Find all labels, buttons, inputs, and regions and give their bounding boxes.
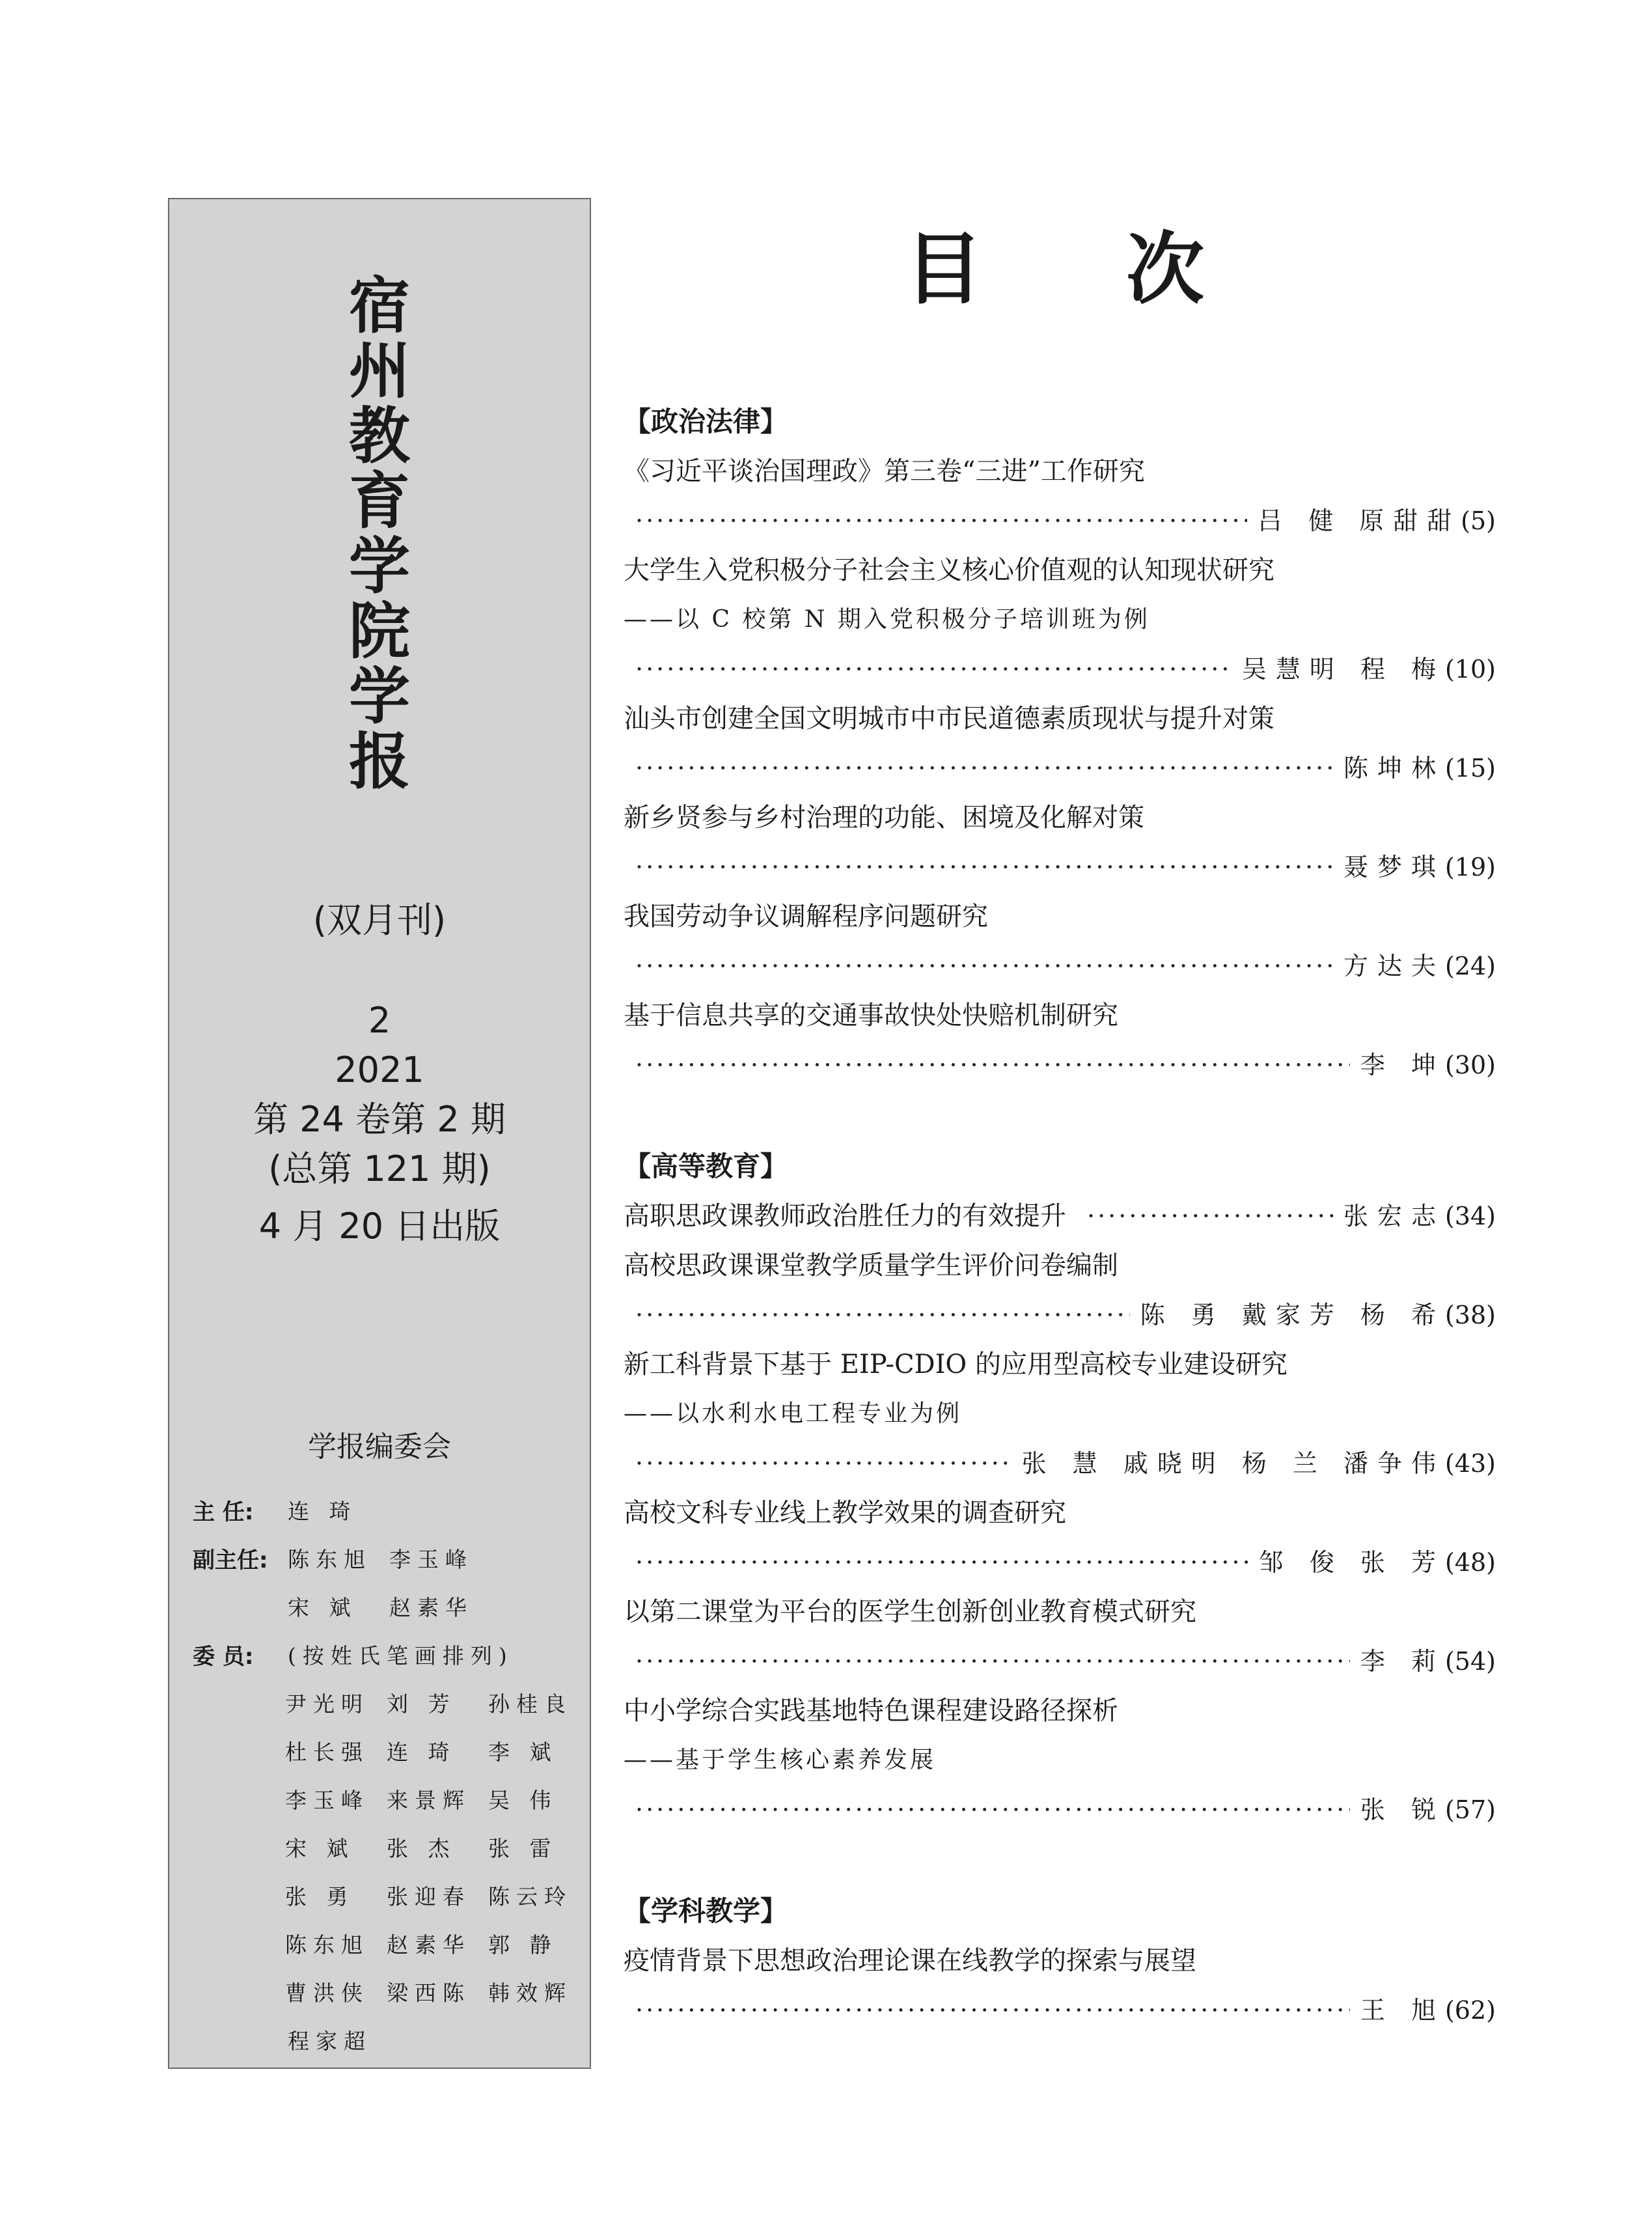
toc-entry[interactable] [624, 1191, 1496, 1241]
leader-dots [635, 1637, 1350, 1686]
board-row [169, 1871, 590, 1919]
board-names [285, 1832, 590, 1862]
article-title: 新工科背景下基于 EIP-CDIO 的应用型高校专业建设研究 [624, 1350, 1287, 1379]
journal-title-char: 学 [348, 531, 410, 602]
toc-entry-line [624, 1637, 1496, 1686]
journal-title-char: 宿 [348, 271, 410, 342]
toc-entry-line [624, 1191, 1496, 1241]
article-title: 高职思政课教师政治胜任力的有效提升 [624, 1201, 1066, 1231]
leader-dots [635, 1986, 1350, 2035]
leader-dots [1087, 1191, 1333, 1241]
article-page: (19) [1444, 853, 1496, 881]
leader-dots [635, 842, 1333, 892]
article-title: 大学生入党积极分子社会主义核心价值观的认知现状研究 [624, 555, 1274, 585]
board-member-name: 张 杰 [387, 1835, 456, 1861]
board-names [288, 2025, 389, 2055]
article-authors: 方达夫 [1343, 952, 1445, 980]
toc-entry-line [624, 496, 1496, 546]
article-page: (10) [1444, 655, 1496, 684]
journal-title-char: 育 [348, 466, 410, 537]
article-title: 新乡贤参与乡村治理的功能、困境及化解对策 [624, 803, 1144, 833]
article-title: 基于信息共享的交通事故快处快赔机制研究 [624, 1001, 1118, 1031]
article-authors: 张宏志 [1343, 1202, 1445, 1230]
article-authors: 王 旭 [1360, 1996, 1445, 2025]
board-names [288, 1639, 514, 1670]
board-member-name: 吴 伟 [488, 1787, 558, 1813]
article-title: 《习近平谈治国理政》第三卷“三进”工作研究 [624, 456, 1145, 486]
board-member-name: 张 勇 [285, 1883, 355, 1909]
board-names [288, 1591, 491, 1622]
toc-entry-line [624, 1290, 1496, 1340]
board-member-name: 尹光明 [285, 1691, 369, 1717]
board-row [169, 1726, 590, 1775]
article-title: 中小学综合实践基地特色课程建设路径探析 [624, 1696, 1118, 1726]
board-member-name: 曹洪侠 [285, 1980, 369, 2006]
board-member-name: 来景辉 [387, 1787, 471, 1813]
board-names [288, 1495, 389, 1525]
board-member-name: 孙桂良 [488, 1691, 572, 1717]
board-note: (按姓氏笔画排列) [288, 1642, 514, 1668]
article-authors: 李 坤 [1360, 1051, 1445, 1079]
toc-entry[interactable] [624, 1686, 1496, 1834]
board-member-name: 杜长强 [285, 1739, 369, 1765]
toc-section [624, 1142, 1496, 1834]
board-member-name: 李 斌 [488, 1739, 558, 1765]
board-member-name: 连 琦 [288, 1498, 357, 1524]
article-title: 我国劳动争议调解程序问题研究 [624, 902, 988, 932]
article-page: (54) [1444, 1647, 1496, 1676]
editorial-board-title: 学报编委会 [308, 1430, 451, 1463]
board-names [285, 1928, 590, 1959]
section-title: 【政治法律】 [624, 406, 788, 437]
journal-title [169, 271, 590, 797]
toc-entry-line [624, 842, 1496, 892]
board-row [169, 1630, 590, 1678]
journal-title-char: 教 [348, 401, 410, 472]
total-issue: (总第 121 期) [268, 1148, 491, 1189]
leader-dots [635, 743, 1333, 793]
article-page: (34) [1444, 1202, 1496, 1230]
board-row [169, 1823, 590, 1871]
toc-entry-line [624, 1986, 1496, 2035]
publish-date: 4 月 20 日出版 [258, 1206, 501, 1247]
journal-info-panel [168, 198, 591, 2069]
board-names [285, 1784, 590, 1814]
article-subtitle: ——基于学生核心素养发展 [624, 1747, 937, 1773]
board-member-name: 李玉峰 [285, 1787, 369, 1813]
board-names [285, 1880, 590, 1911]
board-role: 委 员: [193, 1643, 254, 1670]
toc-entry-line [624, 1538, 1496, 1587]
article-authors: 聂梦琪 [1343, 853, 1445, 881]
board-names [288, 1543, 491, 1573]
leader-dots [635, 1538, 1248, 1587]
board-member-name: 张迎春 [387, 1883, 471, 1909]
board-member-name: 陈东旭 [285, 1931, 369, 1958]
article-authors: 吕 健 原甜甜 [1258, 506, 1461, 535]
board-row [169, 1775, 590, 1823]
volume-issue: 第 24 卷第 2 期 [253, 1099, 506, 1140]
leader-dots [635, 1439, 1012, 1488]
board-row [169, 1486, 590, 1534]
board-member-name: 宋 斌 [285, 1835, 355, 1861]
article-page: (62) [1444, 1996, 1496, 2025]
board-member-name: 张 雷 [488, 1835, 558, 1861]
section-title: 【学科教学】 [624, 1895, 788, 1927]
toc-heading: 目次 [905, 223, 1347, 315]
board-member-name: 陈东旭 [288, 1546, 372, 1572]
board-names [285, 1687, 590, 1718]
article-page: (48) [1444, 1548, 1496, 1577]
issue-number: 2 [368, 1000, 391, 1041]
board-role: 副主任: [193, 1547, 268, 1573]
article-authors: 邹 俊 张 芳 [1258, 1548, 1445, 1577]
toc-entry[interactable] [624, 991, 1496, 1090]
board-member-name: 梁西陈 [387, 1980, 471, 2006]
article-title: 高校思政课课堂教学质量学生评价问卷编制 [624, 1251, 1118, 1281]
article-title: 以第二课堂为平台的医学生创新创业教育模式研究 [624, 1597, 1196, 1627]
publication-year: 2021 [335, 1049, 424, 1090]
leader-dots [635, 1040, 1350, 1090]
article-page: (5) [1461, 506, 1496, 535]
toc-entry-line [624, 1439, 1496, 1488]
toc-entry[interactable] [624, 546, 1496, 694]
article-page: (24) [1444, 952, 1496, 980]
toc-entry[interactable] [624, 1241, 1496, 1340]
leader-dots [635, 1785, 1350, 1834]
article-authors: 李 莉 [1360, 1647, 1445, 1676]
journal-title-char: 报 [348, 727, 410, 797]
board-member-name: 宋 斌 [288, 1594, 357, 1620]
board-role: 主 任: [193, 1499, 254, 1525]
article-page: (43) [1444, 1449, 1496, 1478]
toc-entry-line [624, 941, 1496, 991]
toc-entry[interactable] [624, 447, 1496, 546]
article-authors: 吴慧明 程 梅 [1241, 655, 1445, 684]
board-row [169, 1919, 590, 1967]
board-member-name: 赵素华 [387, 1931, 471, 1958]
board-member-name: 李玉峰 [389, 1546, 473, 1572]
article-authors: 陈 勇 戴家芳 杨 希 [1140, 1301, 1445, 1329]
board-member-name: 程家超 [288, 2028, 372, 2054]
leader-dots [635, 644, 1232, 694]
publication-frequency: (双月刊) [312, 900, 447, 941]
board-row [169, 1582, 590, 1630]
toc-entry-line [624, 644, 1496, 694]
toc-entry[interactable] [624, 1587, 1496, 1686]
article-title: 汕头市创建全国文明城市中市民道德素质现状与提升对策 [624, 704, 1274, 734]
article-authors: 张 锐 [1360, 1795, 1445, 1824]
article-subtitle: ——以水利水电工程专业为例 [624, 1400, 963, 1427]
toc-entry[interactable] [624, 1488, 1496, 1587]
publication-info [169, 896, 590, 1251]
board-names [285, 1736, 590, 1766]
journal-title-char: 州 [348, 336, 410, 407]
board-row [169, 1534, 590, 1582]
article-page: (30) [1444, 1051, 1496, 1079]
toc-entry-line [624, 743, 1496, 793]
article-subtitle: ——以 C 校第 N 期入党积极分子培训班为例 [624, 606, 1150, 633]
article-page: (57) [1444, 1795, 1496, 1824]
article-authors: 陈坤林 [1343, 754, 1445, 782]
journal-title-char: 学 [348, 661, 410, 732]
board-member-name: 韩效辉 [488, 1980, 572, 2006]
toc-entry[interactable] [624, 892, 1496, 991]
article-page: (38) [1444, 1301, 1496, 1329]
leader-dots [635, 941, 1333, 991]
article-title: 高校文科专业线上教学效果的调查研究 [624, 1498, 1066, 1528]
leader-dots [635, 496, 1247, 546]
toc-entry[interactable] [624, 793, 1496, 892]
board-row [169, 2015, 590, 2064]
board-member-name: 赵素华 [389, 1594, 473, 1620]
section-title: 【高等教育】 [624, 1150, 788, 1182]
board-member-name: 刘 芳 [387, 1691, 456, 1717]
board-names [285, 1976, 590, 2007]
toc-entry-line [624, 1785, 1496, 1834]
editorial-board [169, 1423, 590, 2064]
article-title: 疫情背景下思想政治理论课在线教学的探索与展望 [624, 1946, 1196, 1976]
journal-title-char: 院 [348, 596, 410, 667]
board-row [169, 1967, 590, 2015]
board-member-name: 郭 静 [488, 1931, 558, 1958]
table-of-contents [624, 397, 1496, 2087]
toc-entry[interactable] [624, 694, 1496, 793]
toc-entry[interactable] [624, 1936, 1496, 2035]
leader-dots [635, 1290, 1130, 1340]
toc-entry[interactable] [624, 1340, 1496, 1488]
board-member-name: 陈云玲 [488, 1883, 572, 1909]
board-row [169, 1678, 590, 1726]
article-authors: 张 慧 戚晓明 杨 兰 潘争伟 [1021, 1449, 1445, 1478]
board-member-name: 连 琦 [387, 1739, 456, 1765]
toc-section [624, 397, 1496, 1090]
toc-entry-line [624, 1040, 1496, 1090]
toc-section [624, 1887, 1496, 2035]
article-page: (15) [1444, 754, 1496, 782]
